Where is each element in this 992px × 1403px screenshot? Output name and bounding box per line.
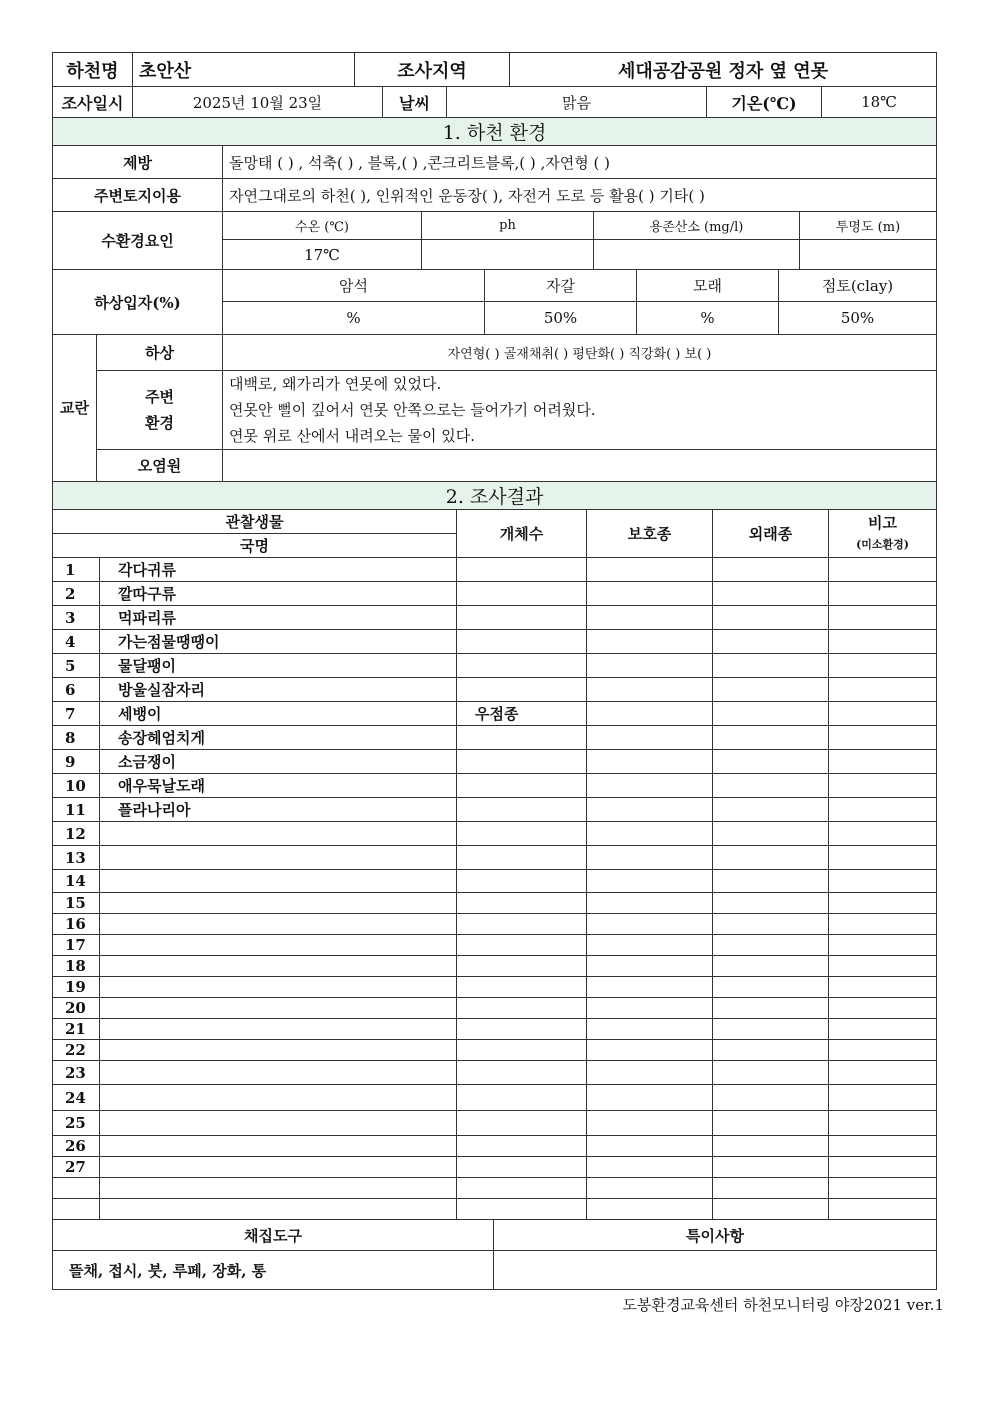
bed-sand-value: % bbox=[637, 302, 779, 335]
disturbance-table bbox=[52, 334, 937, 482]
pollution-value bbox=[223, 450, 937, 482]
protected-cell bbox=[587, 956, 713, 977]
species-count bbox=[457, 750, 587, 774]
table-row bbox=[53, 977, 937, 998]
invasive-header: 외래종 bbox=[713, 510, 829, 558]
species-count bbox=[457, 1111, 587, 1136]
note-cell bbox=[829, 1040, 937, 1061]
do-value bbox=[594, 240, 800, 270]
species-name bbox=[100, 1061, 457, 1085]
species-count bbox=[457, 1085, 587, 1111]
protected-cell bbox=[587, 870, 713, 893]
bed-sand-header: 모래 bbox=[637, 270, 779, 302]
row-number: 14 bbox=[53, 870, 100, 893]
species-count bbox=[457, 558, 587, 582]
species-name bbox=[100, 1199, 457, 1220]
species-count: 우점종 bbox=[457, 702, 587, 726]
row-number: 5 bbox=[53, 654, 100, 678]
table-row bbox=[53, 678, 937, 702]
section-2-title: 2. 조사결과 bbox=[53, 482, 937, 510]
species-count bbox=[457, 606, 587, 630]
protected-cell bbox=[587, 822, 713, 846]
invasive-cell bbox=[713, 630, 829, 654]
invasive-cell bbox=[713, 1157, 829, 1178]
table-row bbox=[53, 606, 937, 630]
temp-value: 18℃ bbox=[822, 87, 937, 118]
note-cell bbox=[829, 977, 937, 998]
species-count bbox=[457, 1136, 587, 1157]
row-number bbox=[53, 1199, 100, 1220]
invasive-cell bbox=[713, 956, 829, 977]
row-number: 10 bbox=[53, 774, 100, 798]
note-cell bbox=[829, 702, 937, 726]
surround-label-1: 주변 bbox=[145, 388, 174, 406]
species-count bbox=[457, 726, 587, 750]
disturbance-label: 교란 bbox=[53, 335, 97, 482]
pollution-label: 오염원 bbox=[97, 450, 223, 482]
protected-cell bbox=[587, 606, 713, 630]
tools-value: 뜰채, 접시, 붓, 루페, 장화, 통 bbox=[53, 1251, 494, 1290]
note-cell bbox=[829, 606, 937, 630]
surround-line-2: 연못안 뻘이 깊어서 연못 안쪽으로는 들어가기 어려웠다. bbox=[229, 401, 596, 419]
row-number: 15 bbox=[53, 893, 100, 914]
invasive-cell bbox=[713, 1199, 829, 1220]
riverbed-value: 자연형( ) 골재채취( ) 평탄화( ) 직강화( ) 보( ) bbox=[223, 335, 937, 371]
river-environment-table bbox=[52, 117, 937, 270]
invasive-cell bbox=[713, 582, 829, 606]
species-count bbox=[457, 998, 587, 1019]
river-label: 하천명 bbox=[53, 53, 133, 87]
ph-value bbox=[422, 240, 594, 270]
species-name bbox=[100, 1178, 457, 1199]
table-row bbox=[53, 1157, 937, 1178]
surround-line-1: 대백로, 왜가리가 연못에 있었다. bbox=[229, 375, 442, 393]
water-temp-header: 수온 (℃) bbox=[223, 212, 422, 240]
bed-label: 하상입자(%) bbox=[53, 270, 223, 335]
header-table-2 bbox=[52, 86, 937, 118]
row-number: 9 bbox=[53, 750, 100, 774]
table-row bbox=[53, 935, 937, 956]
invasive-cell bbox=[713, 935, 829, 956]
embankment-label: 제방 bbox=[53, 146, 223, 179]
species-count bbox=[457, 956, 587, 977]
protected-cell bbox=[587, 1111, 713, 1136]
bed-gravel-header: 자갈 bbox=[485, 270, 637, 302]
species-name: 깔따구류 bbox=[100, 582, 457, 606]
surround-label-2: 환경 bbox=[145, 414, 174, 432]
note-cell bbox=[829, 914, 937, 935]
species-count bbox=[457, 846, 587, 870]
protected-cell bbox=[587, 726, 713, 750]
protected-header: 보호종 bbox=[587, 510, 713, 558]
date-value: 2025년 10월 23일 bbox=[133, 87, 383, 118]
species-count bbox=[457, 1178, 587, 1199]
species-name bbox=[100, 1157, 457, 1178]
bed-clay-value: 50% bbox=[779, 302, 937, 335]
invasive-cell bbox=[713, 977, 829, 998]
note-cell bbox=[829, 726, 937, 750]
species-name bbox=[100, 914, 457, 935]
embankment-value: 돌망태 ( ) , 석축( ) , 블록,( ) ,콘크리트블록,( ) ,자연형 ( ) bbox=[223, 146, 937, 179]
note-cell bbox=[829, 956, 937, 977]
row-number: 19 bbox=[53, 977, 100, 998]
bed-particle-table bbox=[52, 269, 937, 335]
special-value bbox=[494, 1251, 937, 1290]
row-number: 17 bbox=[53, 935, 100, 956]
table-row bbox=[53, 1040, 937, 1061]
row-number: 20 bbox=[53, 998, 100, 1019]
species-count bbox=[457, 1019, 587, 1040]
species-name: 가는점물땡땡이 bbox=[100, 630, 457, 654]
protected-cell bbox=[587, 750, 713, 774]
table-row bbox=[53, 798, 937, 822]
note-cell bbox=[829, 1085, 937, 1111]
row-number: 26 bbox=[53, 1136, 100, 1157]
protected-cell bbox=[587, 1085, 713, 1111]
species-count bbox=[457, 914, 587, 935]
note-cell bbox=[829, 774, 937, 798]
table-row bbox=[53, 654, 937, 678]
protected-cell bbox=[587, 846, 713, 870]
table-row bbox=[53, 1019, 937, 1040]
note-cell bbox=[829, 1019, 937, 1040]
note-cell bbox=[829, 630, 937, 654]
species-name bbox=[100, 822, 457, 846]
note-cell bbox=[829, 678, 937, 702]
invasive-cell bbox=[713, 822, 829, 846]
row-number: 22 bbox=[53, 1040, 100, 1061]
area-label: 조사지역 bbox=[355, 53, 510, 87]
table-row bbox=[53, 870, 937, 893]
note-cell bbox=[829, 822, 937, 846]
species-name: 플라나리아 bbox=[100, 798, 457, 822]
protected-cell bbox=[587, 935, 713, 956]
note-cell bbox=[829, 893, 937, 914]
invasive-cell bbox=[713, 870, 829, 893]
table-row bbox=[53, 750, 937, 774]
species-name bbox=[100, 1111, 457, 1136]
invasive-cell bbox=[713, 750, 829, 774]
table-row bbox=[53, 774, 937, 798]
note-header: 비고 bbox=[868, 513, 898, 532]
survey-sheet bbox=[52, 52, 936, 1290]
note-cell bbox=[829, 998, 937, 1019]
protected-cell bbox=[587, 630, 713, 654]
row-number: 4 bbox=[53, 630, 100, 654]
table-row bbox=[53, 726, 937, 750]
protected-cell bbox=[587, 977, 713, 998]
species-name: 송장헤엄치게 bbox=[100, 726, 457, 750]
protected-cell bbox=[587, 1199, 713, 1220]
special-label: 특이사항 bbox=[494, 1220, 937, 1251]
weather-value: 맑음 bbox=[447, 87, 707, 118]
landuse-value: 자연그대로의 하천( ), 인위적인 운동장( ), 자전거 도로 등 활용( ) 기타( ) bbox=[223, 179, 937, 212]
row-number: 6 bbox=[53, 678, 100, 702]
species-name bbox=[100, 1085, 457, 1111]
riverbed-label: 하상 bbox=[97, 335, 223, 371]
note-subheader: (미소환경) bbox=[856, 537, 909, 551]
row-number: 8 bbox=[53, 726, 100, 750]
species-name: 각다귀류 bbox=[100, 558, 457, 582]
transparency-value bbox=[800, 240, 937, 270]
bed-clay-header: 점토(clay) bbox=[779, 270, 937, 302]
protected-cell bbox=[587, 1178, 713, 1199]
species-name bbox=[100, 998, 457, 1019]
row-number: 2 bbox=[53, 582, 100, 606]
species-name: 물달팽이 bbox=[100, 654, 457, 678]
species-name bbox=[100, 1136, 457, 1157]
protected-cell bbox=[587, 893, 713, 914]
note-cell bbox=[829, 558, 937, 582]
note-cell bbox=[829, 654, 937, 678]
species-count bbox=[457, 654, 587, 678]
bed-rock-value: % bbox=[223, 302, 485, 335]
species-name: 애우묵날도래 bbox=[100, 774, 457, 798]
invasive-cell bbox=[713, 606, 829, 630]
note-cell bbox=[829, 582, 937, 606]
invasive-cell bbox=[713, 846, 829, 870]
section-1-title: 1. 하천 환경 bbox=[53, 118, 937, 146]
table-row bbox=[53, 956, 937, 977]
bed-gravel-value: 50% bbox=[485, 302, 637, 335]
species-name: 세뱅이 bbox=[100, 702, 457, 726]
table-row bbox=[53, 1178, 937, 1199]
date-label: 조사일시 bbox=[53, 87, 133, 118]
note-cell bbox=[829, 870, 937, 893]
protected-cell bbox=[587, 1061, 713, 1085]
protected-cell bbox=[587, 1136, 713, 1157]
invasive-cell bbox=[713, 798, 829, 822]
invasive-cell bbox=[713, 1178, 829, 1199]
species-name bbox=[100, 893, 457, 914]
river-value: 초안산 bbox=[133, 53, 355, 87]
species-count bbox=[457, 1157, 587, 1178]
bed-rock-header: 암석 bbox=[223, 270, 485, 302]
table-row bbox=[53, 1136, 937, 1157]
invasive-cell bbox=[713, 1019, 829, 1040]
note-cell bbox=[829, 1199, 937, 1220]
protected-cell bbox=[587, 558, 713, 582]
invasive-cell bbox=[713, 558, 829, 582]
species-name bbox=[100, 956, 457, 977]
note-cell bbox=[829, 1178, 937, 1199]
table-row bbox=[53, 998, 937, 1019]
table-row bbox=[53, 582, 937, 606]
observed-header: 관찰생물 bbox=[53, 510, 457, 534]
temp-label: 기온(℃) bbox=[707, 87, 822, 118]
table-row bbox=[53, 1085, 937, 1111]
protected-cell bbox=[587, 702, 713, 726]
invasive-cell bbox=[713, 654, 829, 678]
protected-cell bbox=[587, 582, 713, 606]
table-row bbox=[53, 1061, 937, 1085]
species-name bbox=[100, 935, 457, 956]
invasive-cell bbox=[713, 1111, 829, 1136]
row-number: 18 bbox=[53, 956, 100, 977]
species-count bbox=[457, 822, 587, 846]
note-cell bbox=[829, 1157, 937, 1178]
species-name: 먹파리류 bbox=[100, 606, 457, 630]
invasive-cell bbox=[713, 1040, 829, 1061]
species-count bbox=[457, 798, 587, 822]
note-cell bbox=[829, 1136, 937, 1157]
protected-cell bbox=[587, 1157, 713, 1178]
protected-cell bbox=[587, 654, 713, 678]
note-cell bbox=[829, 750, 937, 774]
invasive-cell bbox=[713, 1136, 829, 1157]
table-row bbox=[53, 702, 937, 726]
table-row bbox=[53, 1111, 937, 1136]
row-number: 13 bbox=[53, 846, 100, 870]
species-count bbox=[457, 774, 587, 798]
row-number: 3 bbox=[53, 606, 100, 630]
count-header: 개체수 bbox=[457, 510, 587, 558]
row-number: 21 bbox=[53, 1019, 100, 1040]
row-number bbox=[53, 1178, 100, 1199]
protected-cell bbox=[587, 678, 713, 702]
species-count bbox=[457, 977, 587, 998]
weather-label: 날씨 bbox=[383, 87, 447, 118]
protected-cell bbox=[587, 1040, 713, 1061]
protected-cell bbox=[587, 998, 713, 1019]
landuse-label: 주변토지이용 bbox=[53, 179, 223, 212]
ph-header: ph bbox=[422, 212, 594, 240]
row-number: 1 bbox=[53, 558, 100, 582]
name-header: 국명 bbox=[53, 534, 457, 558]
table-row bbox=[53, 846, 937, 870]
table-row bbox=[53, 1199, 937, 1220]
water-temp-value: 17℃ bbox=[223, 240, 422, 270]
results-table bbox=[52, 481, 937, 1220]
species-count bbox=[457, 1040, 587, 1061]
row-number: 25 bbox=[53, 1111, 100, 1136]
invasive-cell bbox=[713, 774, 829, 798]
tools-table bbox=[52, 1219, 937, 1290]
table-row bbox=[53, 914, 937, 935]
invasive-cell bbox=[713, 893, 829, 914]
protected-cell bbox=[587, 1019, 713, 1040]
species-count bbox=[457, 935, 587, 956]
species-count bbox=[457, 1061, 587, 1085]
species-name: 소금쟁이 bbox=[100, 750, 457, 774]
row-number: 11 bbox=[53, 798, 100, 822]
row-number: 16 bbox=[53, 914, 100, 935]
species-name bbox=[100, 846, 457, 870]
table-row bbox=[53, 893, 937, 914]
species-list bbox=[53, 558, 937, 1220]
invasive-cell bbox=[713, 998, 829, 1019]
species-name: 방울실잠자리 bbox=[100, 678, 457, 702]
species-count bbox=[457, 870, 587, 893]
invasive-cell bbox=[713, 726, 829, 750]
species-name bbox=[100, 870, 457, 893]
invasive-cell bbox=[713, 1085, 829, 1111]
invasive-cell bbox=[713, 702, 829, 726]
row-number: 12 bbox=[53, 822, 100, 846]
table-row bbox=[53, 558, 937, 582]
row-number: 27 bbox=[53, 1157, 100, 1178]
surround-line-3: 연못 위로 산에서 내려오는 물이 있다. bbox=[229, 427, 475, 445]
note-cell bbox=[829, 935, 937, 956]
species-count bbox=[457, 1199, 587, 1220]
protected-cell bbox=[587, 774, 713, 798]
species-count bbox=[457, 678, 587, 702]
species-name bbox=[100, 977, 457, 998]
footer-text: 도봉환경교육센터 하천모니터링 야장2021 ver.1 bbox=[622, 1296, 944, 1314]
water-label: 수환경요인 bbox=[53, 212, 223, 270]
note-cell bbox=[829, 798, 937, 822]
species-count bbox=[457, 893, 587, 914]
area-value: 세대공감공원 정자 옆 연못 bbox=[510, 53, 937, 87]
species-name bbox=[100, 1040, 457, 1061]
table-row bbox=[53, 822, 937, 846]
do-header: 용존산소 (mg/l) bbox=[594, 212, 800, 240]
invasive-cell bbox=[713, 678, 829, 702]
row-number: 7 bbox=[53, 702, 100, 726]
tools-label: 채집도구 bbox=[53, 1220, 494, 1251]
note-cell bbox=[829, 1111, 937, 1136]
protected-cell bbox=[587, 914, 713, 935]
table-row bbox=[53, 630, 937, 654]
note-cell bbox=[829, 1061, 937, 1085]
note-cell bbox=[829, 846, 937, 870]
species-count bbox=[457, 582, 587, 606]
species-count bbox=[457, 630, 587, 654]
transparency-header: 투명도 (m) bbox=[800, 212, 937, 240]
header-table bbox=[52, 52, 937, 87]
protected-cell bbox=[587, 798, 713, 822]
invasive-cell bbox=[713, 1061, 829, 1085]
row-number: 24 bbox=[53, 1085, 100, 1111]
species-name bbox=[100, 1019, 457, 1040]
row-number: 23 bbox=[53, 1061, 100, 1085]
invasive-cell bbox=[713, 914, 829, 935]
